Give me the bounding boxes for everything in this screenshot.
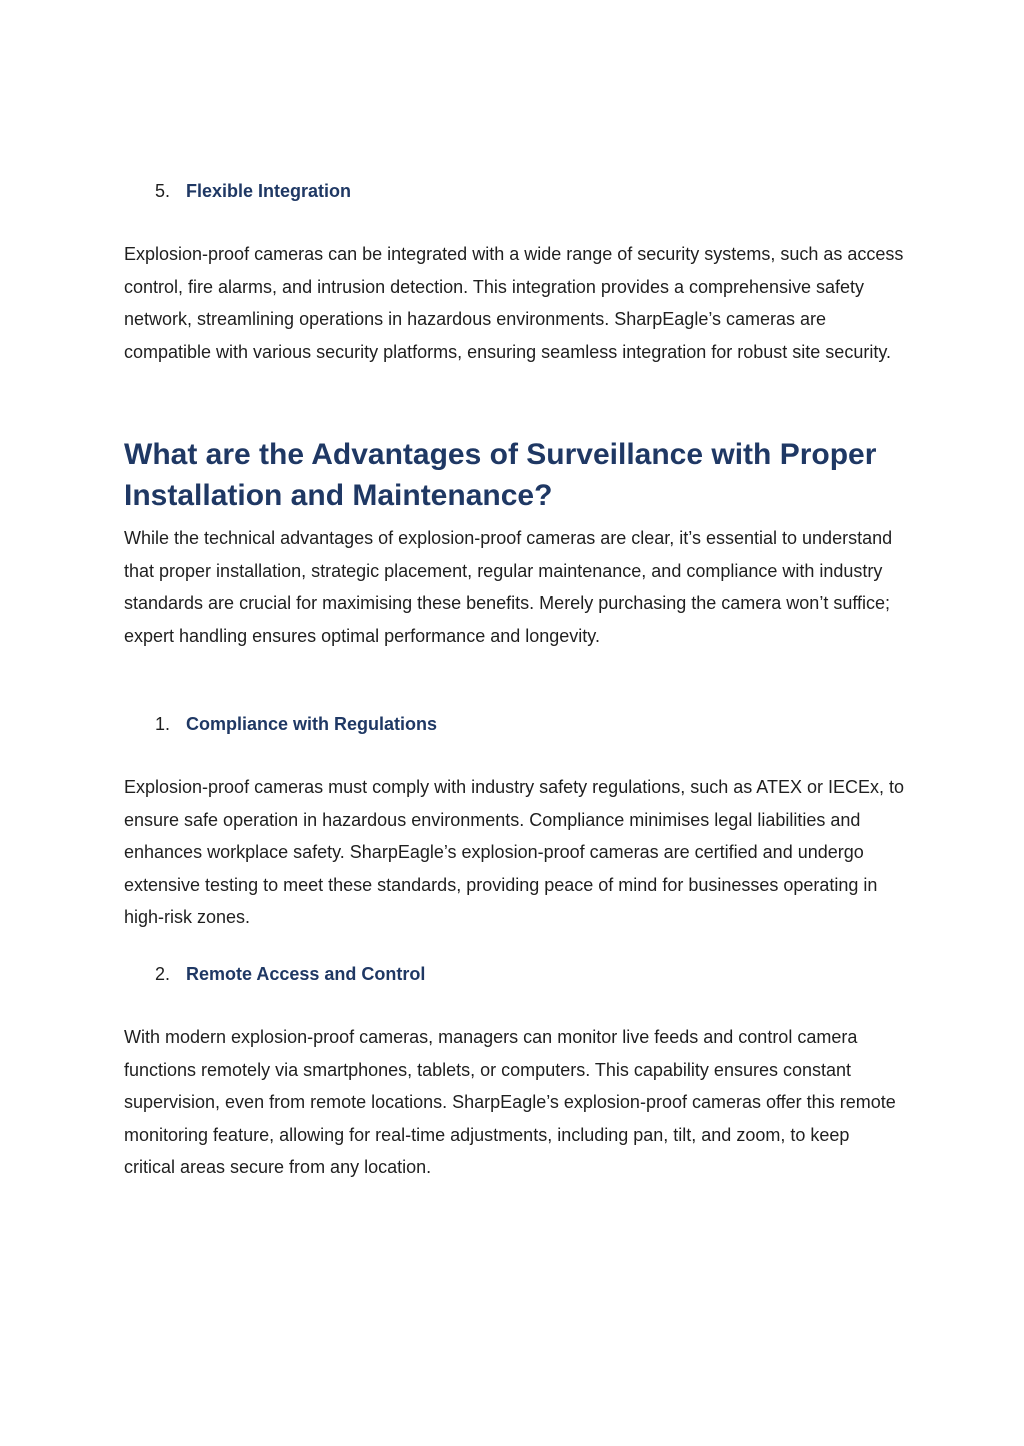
paragraph-remote-access: With modern explosion-proof cameras, managers can monitor live feeds and control camera functions remotely via smartphones, tablets, or computers. This capability ensures constant supervision, even from remote locations. SharpEagle’s explosion-proof cameras offer this remote monitoring feature, allowing for real-time adjustments, including pan, tilt, and zoom, to keep critical areas secure from any location.: [124, 1027, 896, 1178]
paragraph-flexible-integration: Explosion-proof cameras can be integrated with a wide range of security systems, such as access control, fire alarms, and intrusion detection. This integration provides a comprehensive safety network, streamlining operations in hazardous environments. SharpEagle’s cameras are compatible with various security platforms, ensuring seamless integration for robust site security.: [124, 244, 904, 362]
paragraph-section-intro: While the technical advantages of explosion-proof cameras are clear, it’s essential to understand that proper installation, strategic placement, regular maintenance, and compliance with industry standards are crucial for maximising these benefits. Merely purchasing the camera won’t suffice; expert handling ensures optimal performance and longevity.: [124, 528, 893, 646]
paragraph-compliance: Explosion-proof cameras must comply with industry safety regulations, such as ATEX or IECEx, to ensure safe operation in hazardous environments. Compliance minimises legal liabilities and enhances workplace safety. SharpEagle’s explosion-proof cameras are certified and undergo extensive testing to meet these standards, providing peace of mind for businesses operating in high-risk zones.: [124, 777, 904, 928]
list-number: 1.: [155, 714, 171, 734]
list-number: 5.: [155, 181, 171, 201]
list-item-title: Flexible Integration: [186, 181, 352, 201]
list-item-title: Remote Access and Control: [186, 964, 426, 984]
list-number: 2.: [155, 964, 171, 984]
list-item-title: Compliance with Regulations: [186, 714, 438, 734]
section-heading: What are the Advantages of Surveillance with Proper Installation and Maintenance?: [124, 438, 877, 512]
